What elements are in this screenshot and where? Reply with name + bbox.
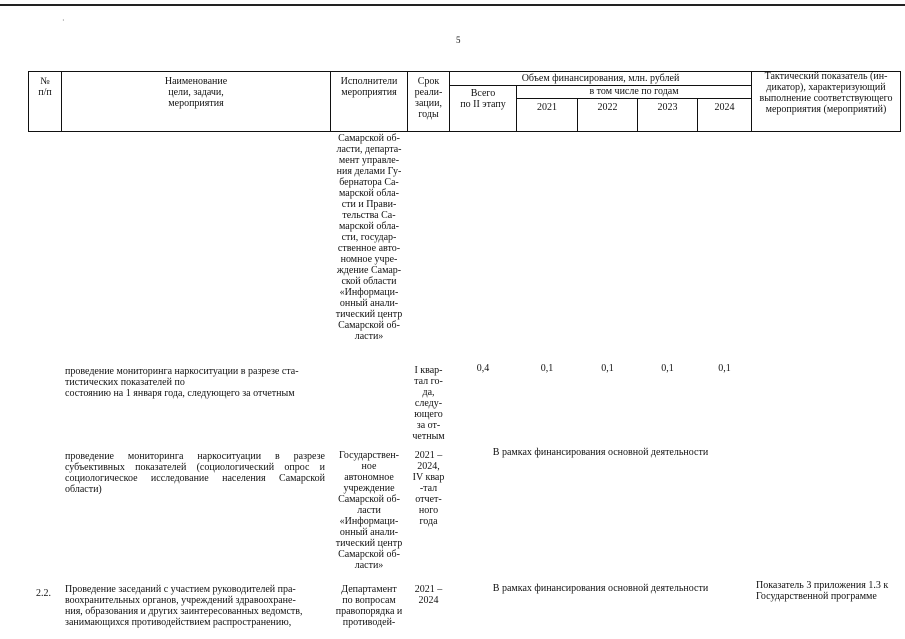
header-indicator: Тактический показатель (ин- дикатор), характеризующий выполнение соответствующего мероприятия (мероприятий) bbox=[759, 71, 893, 115]
row3-funding: В рамках финансирования основной деятельности bbox=[492, 583, 709, 594]
header-funding-title: Объем финансирования, млн. рублей bbox=[521, 73, 680, 84]
header-name: Наименование цели, задачи, мероприятия bbox=[164, 76, 228, 109]
scan-speck: · bbox=[62, 16, 65, 25]
col-border-right bbox=[900, 71, 901, 132]
years-header-divider bbox=[516, 98, 751, 99]
row2-executors: Государствен- ное автономное учреждение Самарской об- ласти «Информаци- онный анали- тический центр Самарской об- ласти» bbox=[335, 450, 403, 571]
row1-2022: 0,1 bbox=[601, 363, 614, 374]
row1-2021: 0,1 bbox=[540, 363, 554, 374]
row3-indicator: Показатель 3 приложения 1.3 к Государственной программе bbox=[756, 580, 889, 602]
header-year-2022: 2022 bbox=[597, 102, 618, 113]
page-number: 5 bbox=[456, 35, 461, 45]
header-bottom-border bbox=[28, 131, 901, 132]
row3-executors: Департамент по вопросам правопорядка и противодей- bbox=[335, 584, 403, 628]
row1-name: проведение мониторинга наркоситуации в разрезе ста- тистических показателей по состоянию на 1 января года, следующего за отчетным bbox=[65, 366, 299, 399]
header-number: № п/п bbox=[38, 76, 52, 98]
executors-continued: Самарской об- ласти, департа- мент управле- ния делами Гу- бернатора Са- марской обла- сти и Прави- тельства Са- марской обла- сти, государ- ственное авто- номное учре- ждение Самар- ской области «Информаци- онный анали- тический центр Самарской об- ласти» bbox=[335, 133, 403, 342]
row1-2023: 0,1 bbox=[661, 363, 674, 374]
row2-name: проведение мониторинга наркоситуации в разрезе субъективных показателей (социологический опрос и социологическое исследование населения Самарской области) bbox=[65, 451, 325, 495]
header-executors: Исполнители мероприятия bbox=[340, 76, 398, 98]
row3-name: Проведение заседаний с участием руководителей пра- воохранительных органов, учреждений здравоохране- ния, образования и других заинтересованных ведомств, занимающихся противодействием распространению, bbox=[65, 584, 303, 628]
header-total: Всего по II этапу bbox=[460, 88, 506, 110]
header-year-2024: 2024 bbox=[714, 102, 735, 113]
row2-funding: В рамках финансирования основной деятельности bbox=[492, 447, 709, 458]
top-border-line bbox=[0, 4, 905, 6]
row1-total: 0,4 bbox=[476, 363, 490, 374]
row1-2024: 0,1 bbox=[718, 363, 731, 374]
header-year-2023: 2023 bbox=[657, 102, 678, 113]
row3-term: 2021 – 2024 bbox=[414, 584, 443, 606]
row1-term: I квар- тал го- да, следу- ющего за от- четным bbox=[412, 365, 445, 442]
header-by-years: в том числе по годам bbox=[589, 86, 679, 97]
header-year-2021: 2021 bbox=[537, 102, 557, 113]
row2-term: 2021 – 2024, IV квар -тал отчет- ного года bbox=[412, 450, 445, 527]
row3-number: 2.2. bbox=[36, 588, 51, 599]
header-term: Срок реали- зации, годы bbox=[414, 76, 443, 120]
